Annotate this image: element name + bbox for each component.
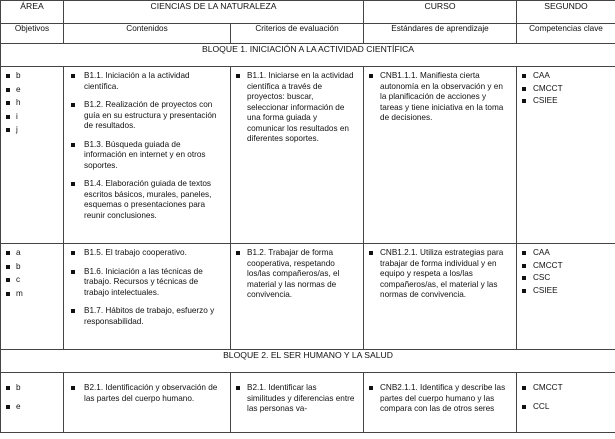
objective-item: e (5, 402, 63, 413)
objectives-cell (1, 244, 64, 350)
competence-item: CMCCT (521, 383, 615, 394)
competence-item: CCL (521, 402, 615, 413)
col-objectives: Objetivos (1, 24, 64, 44)
criteria-cell (231, 373, 364, 433)
standard-item: CNB1.2.1. Utiliza estrategias para trabajar de forma individual y en equipo y respeta a los/las compañeros/as, el material y las normas de convivencia. (368, 248, 510, 301)
content-item: B1.1. Iniciación a la actividad científica. (70, 71, 222, 92)
criterion-item: B2.1. Identificar las similitudes y diferencias entre las personas va- (235, 383, 357, 415)
block-2-title: BLOQUE 2. EL SER HUMANO Y LA SALUD (1, 350, 615, 373)
content-item: B2.1. Identificación y observación de las partes del cuerpo humano. (70, 383, 222, 404)
competences-cell (517, 67, 615, 244)
criteria-cell (231, 244, 364, 350)
col-standards: Estándares de aprendizaje (364, 24, 517, 44)
block-1-title-row (1, 44, 615, 67)
objective-item: m (5, 289, 63, 300)
competence-item: CSIEE (521, 96, 615, 107)
content-item: B1.3. Búsqueda guiada de información en internet y en otros soportes. (70, 140, 222, 172)
table-row (1, 67, 615, 244)
standards-cell (364, 373, 517, 433)
objective-item: a (5, 248, 63, 259)
objective-item: b (5, 383, 63, 394)
objective-item: h (5, 98, 63, 109)
standards-cell (364, 67, 517, 244)
table-row (1, 373, 615, 433)
objective-item: b (5, 71, 63, 82)
course-value: SEGUNDO (517, 1, 615, 24)
standard-item: CNB1.1.1. Manifiesta cierta autonomía en la observación y en la planificación de acciones y tareas y tiene iniciativa en la toma de decisiones. (368, 71, 510, 124)
competence-item: CSIEE (521, 286, 615, 297)
area-label: ÁREA (1, 1, 64, 24)
subject-title: CIENCIAS DE LA NATURALEZA (64, 1, 364, 24)
content-item: B1.7. Hábitos de trabajo, esfuerzo y responsabilidad. (70, 306, 222, 327)
content-item: B1.2. Realización de proyectos con guía en su estructura y presentación de resultados. (70, 100, 222, 132)
objective-item: e (5, 85, 63, 96)
competence-item: CMCCT (521, 84, 615, 95)
objective-item: j (5, 125, 63, 136)
block-2-title-row (1, 350, 615, 373)
objectives-cell (1, 67, 64, 244)
criterion-item: B1.2. Trabajar de forma cooperativa, respetando los/las compañeros/as, el material y las normas de convivencia. (235, 248, 357, 301)
competence-item: CSC (521, 273, 615, 284)
criterion-item: B1.1. Iniciarse en la actividad científica a través de proyectos: buscar, seleccionar información de una forma guiada y comunicar los resultados en diferentes soportes. (235, 71, 357, 145)
table-row (1, 244, 615, 350)
content-item: B1.5. El trabajo cooperativo. (70, 248, 222, 259)
competence-item: CAA (521, 248, 615, 259)
objective-item: i (5, 112, 63, 123)
competences-cell (517, 373, 615, 433)
criteria-cell (231, 67, 364, 244)
col-contents: Contenidos (64, 24, 231, 44)
block-1-title: BLOQUE 1. INICIACIÓN A LA ACTIVIDAD CIENTÍFICA (1, 44, 615, 67)
standard-item: CNB2.1.1. Identifica y describe las partes del cuerpo humano y las compara con las de otros seres (368, 383, 510, 415)
header-row (1, 1, 615, 24)
contents-cell (64, 373, 231, 433)
objectives-cell (1, 373, 64, 433)
course-label: CURSO (364, 1, 517, 24)
content-item: B1.6. Iniciación a las técnicas de trabajo. Recursos y técnicas de trabajo intelectuales. (70, 267, 222, 299)
contents-cell (64, 67, 231, 244)
column-header-row (1, 24, 615, 44)
competence-item: CMCCT (521, 261, 615, 272)
objective-item: b (5, 262, 63, 273)
objective-item: c (5, 275, 63, 286)
standards-cell (364, 244, 517, 350)
col-competences: Competencias clave (517, 24, 615, 44)
competence-item: CAA (521, 71, 615, 82)
competences-cell (517, 244, 615, 350)
col-criteria: Criterios de evaluación (231, 24, 364, 44)
contents-cell (64, 244, 231, 350)
content-item: B1.4. Elaboración guiada de textos escritos básicos, murales, paneles, esquemas o presentaciones para reunir conclusiones. (70, 179, 222, 221)
